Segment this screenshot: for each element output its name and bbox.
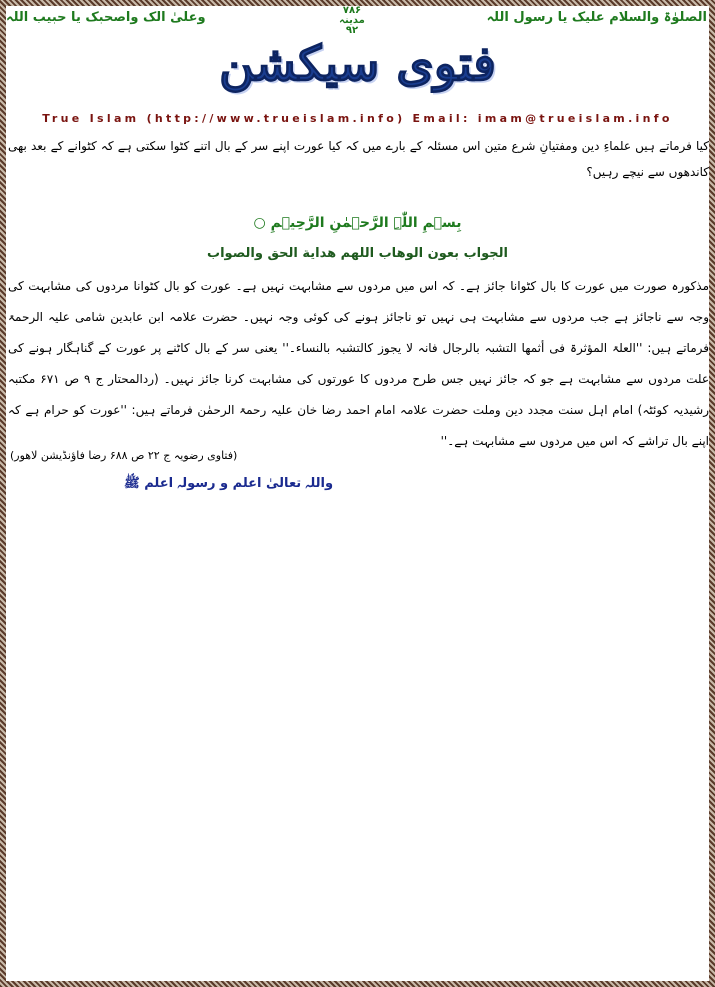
bismillah: بِسۡمِ اللّٰہِ الرَّحۡمٰنِ الرَّحِیۡمِ ○	[253, 215, 462, 231]
question-text: کیا فرماتے ہیں علماءِ دین ومفتیانِ شرع متین اس مسئلہ کے بارے میں کہ کیا عورت اپنے سر کے بال اتنے کٹوا سکتی ہے کہ کٹوانے کے بعد بھی کاندھوں سے نیچے رہیں؟	[8, 139, 709, 179]
medina-word: مدینہ	[339, 15, 365, 26]
medina-number-bottom: ۹۲	[345, 25, 359, 36]
reference-citation: (فتاوی رضویہ ج ۲۲ ص ۶۸۸ رضا فاؤنڈیشن لاھور)	[10, 449, 238, 462]
page-title: فتوی سیکشن	[218, 36, 497, 92]
contact-line: True Islam (http://www.trueislam.info) Email: imam@trueislam.info	[42, 112, 673, 125]
salutation-left: وعلیٰ الک واصحبک یا حبیب اللہ	[6, 10, 206, 25]
fatwa-page	[6, 6, 709, 981]
medina-number-top: ۷۸۶	[342, 5, 362, 16]
answer-body: مذکورہ صورت میں عورت کا بال کٹوانا جائز ہے۔ کہ اس میں مردوں سے مشابہت نہیں ہے۔ عورت کو بال کٹوانا مردوں کی مشابہت کی وجہ سے ناجائز ہے جب مردوں سے مشابہت ہی نہیں تو ناجائز ہونے کی کوئی وجہ نہیں۔ حضرت علامہ ابن عابدین شامی علیہ الرحمۃ فرماتے ہیں: ''العلۃ المؤثرۃ فی أثمھا التشبہ بالرجال فانہ لا یجوز کالتشبہ بالنساء۔'' یعنی سر کے بال کاٹنے پر عورت کے گناہگار ہونے کی علت مردوں سے مشابہت ہے جو کہ جائز نہیں جس طرح مردوں کا عورتوں کی مشابہت کرنا جائز نہیں۔ (ردالمحتار ج ۹ ص ۶۷۱ مکتبہ رشیدیہ کوئٹہ) امام اہل سنت مجدد دین وملت حضرت علامہ امام احمد رضا خان علیہ رحمۃ الرحمٰن فرماتے ہیں: ''عورت کو حرام ہے کہ اپنے بال تراشے کہ اس میں مردوں سے مشابہت ہے۔''	[8, 279, 709, 448]
medina-emblem	[332, 6, 372, 36]
closing-formula: واللہ تعالیٰ اعلم و رسولہ اعلم ﷺ	[124, 476, 334, 491]
salutation-right: الصلوٰۃ والسلام علیک یا رسول اللہ	[486, 10, 707, 25]
answer-heading: الجواب بعون الوهاب اللهم هداية الحق والصواب	[207, 246, 508, 261]
